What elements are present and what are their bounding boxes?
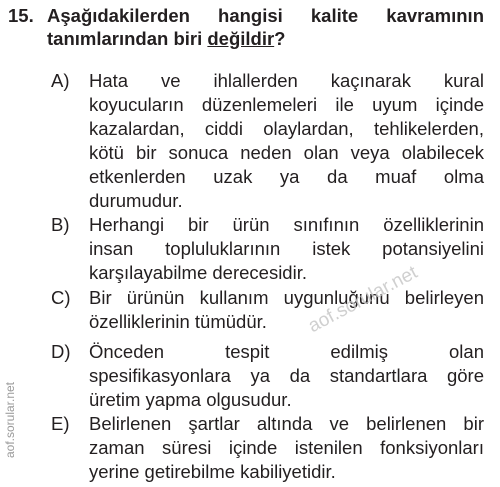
option-d-letter: D) bbox=[51, 341, 71, 362]
option-e-letter: E) bbox=[51, 413, 70, 434]
stem-suffix: ? bbox=[274, 28, 286, 49]
option-b-line: karşılayabilme derecesidir. bbox=[89, 262, 307, 283]
stem-emphasis: değildir bbox=[207, 28, 275, 49]
option-c-letter: C) bbox=[51, 287, 71, 308]
option-a-line: koyucuların düzenlemeleri ile uyum içinde bbox=[89, 94, 484, 115]
option-a-line: etkenlerden uzak ya da muaf olma bbox=[89, 166, 484, 187]
option-e-line: yerine getirebilme kabiliyetidir. bbox=[89, 461, 336, 482]
question-number: 15. bbox=[8, 5, 34, 26]
option-b-line: insan topluluklarının istek potansiyelini bbox=[89, 238, 484, 259]
option-e-line: zaman süresi içinde istenilen fonksiyonları bbox=[89, 437, 484, 458]
option-c-line: Bir ürünün kullanım uygunluğunu belirleyen bbox=[89, 287, 484, 308]
stem-prefix: tanımlarından biri bbox=[47, 28, 208, 49]
option-b-letter: B) bbox=[51, 214, 70, 235]
option-d-line: spesifikasyonlara ya da standartlara göre bbox=[89, 365, 484, 386]
question-stem-line-1: Aşağıdakilerden hangisi kalite kavramının bbox=[47, 5, 484, 26]
diagonal-watermark: aof.sorular.net bbox=[304, 262, 422, 338]
option-a-line: kazalardan, ciddi olaylardan, tehlikelerden, bbox=[89, 118, 484, 139]
option-d-line: üretim yapma olgusudur. bbox=[89, 389, 292, 410]
option-b-line: Herhangi bir ürün sınıfının özelliklerinin bbox=[89, 214, 484, 235]
question-stem-line-2 bbox=[47, 28, 484, 50]
option-e-line: Belirlenen şartlar altında ve belirlenen bir bbox=[89, 413, 484, 434]
option-a-line: Hata ve ihlallerden kaçınarak kural bbox=[89, 70, 484, 91]
option-c-line: özelliklerinin tümüdür. bbox=[89, 311, 267, 332]
option-a-letter: A) bbox=[51, 70, 70, 91]
option-a-line: durumudur. bbox=[89, 190, 183, 211]
option-d-line: Önceden tespit edilmiş olan bbox=[89, 341, 484, 362]
side-watermark: aof.sorular.net bbox=[3, 381, 18, 459]
option-a-line: kötü bir sonuca neden olan veya olabilecek bbox=[89, 142, 484, 163]
